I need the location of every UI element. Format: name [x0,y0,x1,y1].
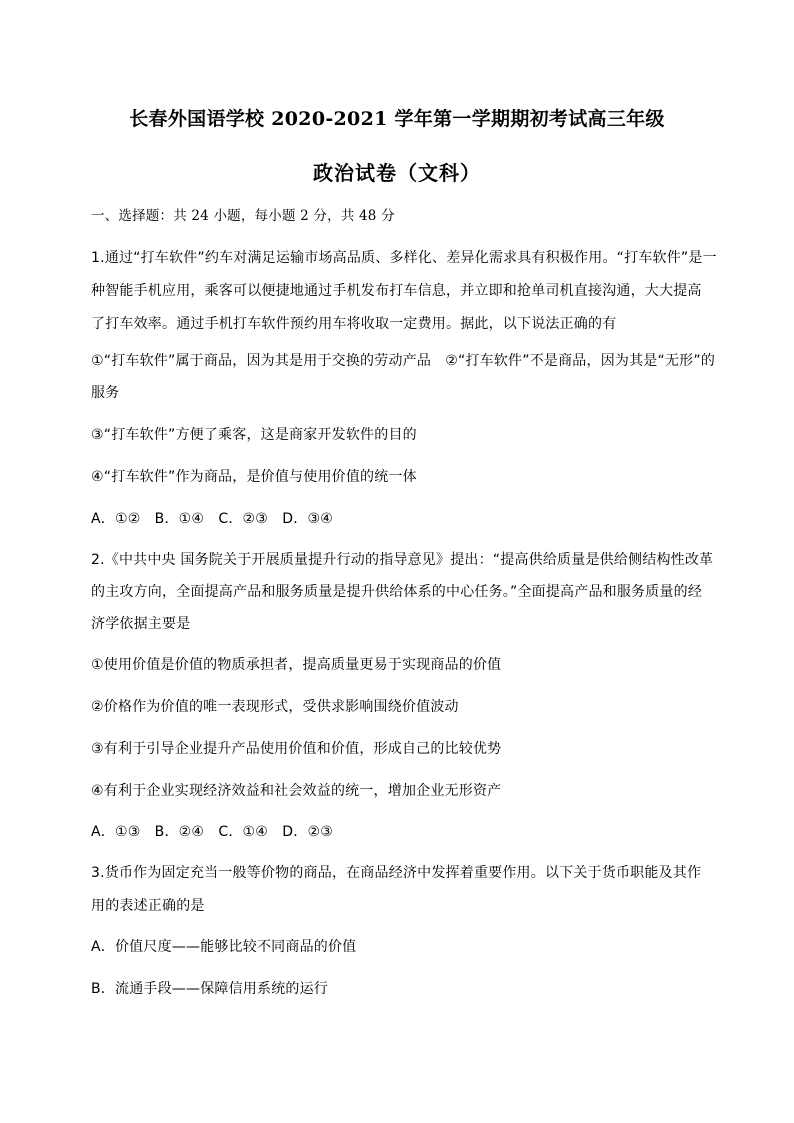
question-2-stem-line-1: 2.《中共中央 国务院关于开展质量提升行动的指导意见》提出：“提高供给质量是供给侧结构性改革 [91,552,714,568]
question-3-option-a: A．价值尺度——能够比较不同商品的价值 [91,939,357,955]
question-3-option-b: B．流通手段——保障信用系统的运行 [91,981,329,997]
question-1-statement-3: ③“打车软件”方便了乘客，这是商家开发软件的目的 [91,427,417,443]
question-3-stem-line-1: 3.货币作为固定充当一般等价物的商品，在商品经济中发挥着重要作用。以下关于货币职能及其作 [91,865,702,881]
question-2-stem-line-2: 的主攻方向，全面提高产品和服务质量是提升供给体系的中心任务。”全面提高产品和服务质量的经 [91,584,703,600]
question-2-stem-line-3: 济学依据主要是 [91,616,191,632]
question-1-stem-line-1: 1.通过“打车软件”约车对满足运输市场高品质、多样化、差异化需求具有积极作用。“打车软件”是一 [91,250,717,266]
question-1-options: A．①② B．①④ C．②③ D．③④ [91,511,333,527]
section-heading: 一、选择题：共 24 小题，每小题 2 分，共 48 分 [91,208,395,224]
question-2-statement-2: ②价格作为价值的唯一表现形式，受供求影响围绕价值波动 [91,699,459,715]
question-1-statement-4: ④“打车软件”作为商品，是价值与使用价值的统一体 [91,469,417,485]
question-2-statement-4: ④有利于企业实现经济效益和社会效益的统一，增加企业无形资产 [91,783,502,799]
question-3-stem-line-2: 用的表述正确的是 [91,898,205,914]
question-2-statement-3: ③有利于引导企业提升产品使用价值和价值，形成自己的比较优势 [91,741,502,757]
question-1-statement-2-cont: 服务 [91,385,120,401]
exam-title: 长春外国语学校 2020-2021 学年第一学期期初考试高三年级 [129,108,665,130]
question-2-statement-1: ①使用价值是价值的物质承担者，提高质量更易于实现商品的价值 [91,657,502,673]
question-1-statement-1-2: ①“打车软件”属于商品，因为其是用于交换的劳动产品 ②“打车软件”不是商品，因为其是“无形”的 [91,353,716,369]
question-2-options: A．①③ B．②④ C．①④ D．②③ [91,824,333,840]
question-1-stem-line-3: 了打车效率。通过手机打车软件预约用车将收取一定费用。据此，以下说法正确的有 [91,316,617,332]
question-1-stem-line-2: 种智能手机应用，乘客可以便捷地通过手机发布打车信息，并立即和抢单司机直接沟通，大大提高 [91,283,702,299]
exam-subtitle: 政治试卷（文科） [313,161,481,185]
